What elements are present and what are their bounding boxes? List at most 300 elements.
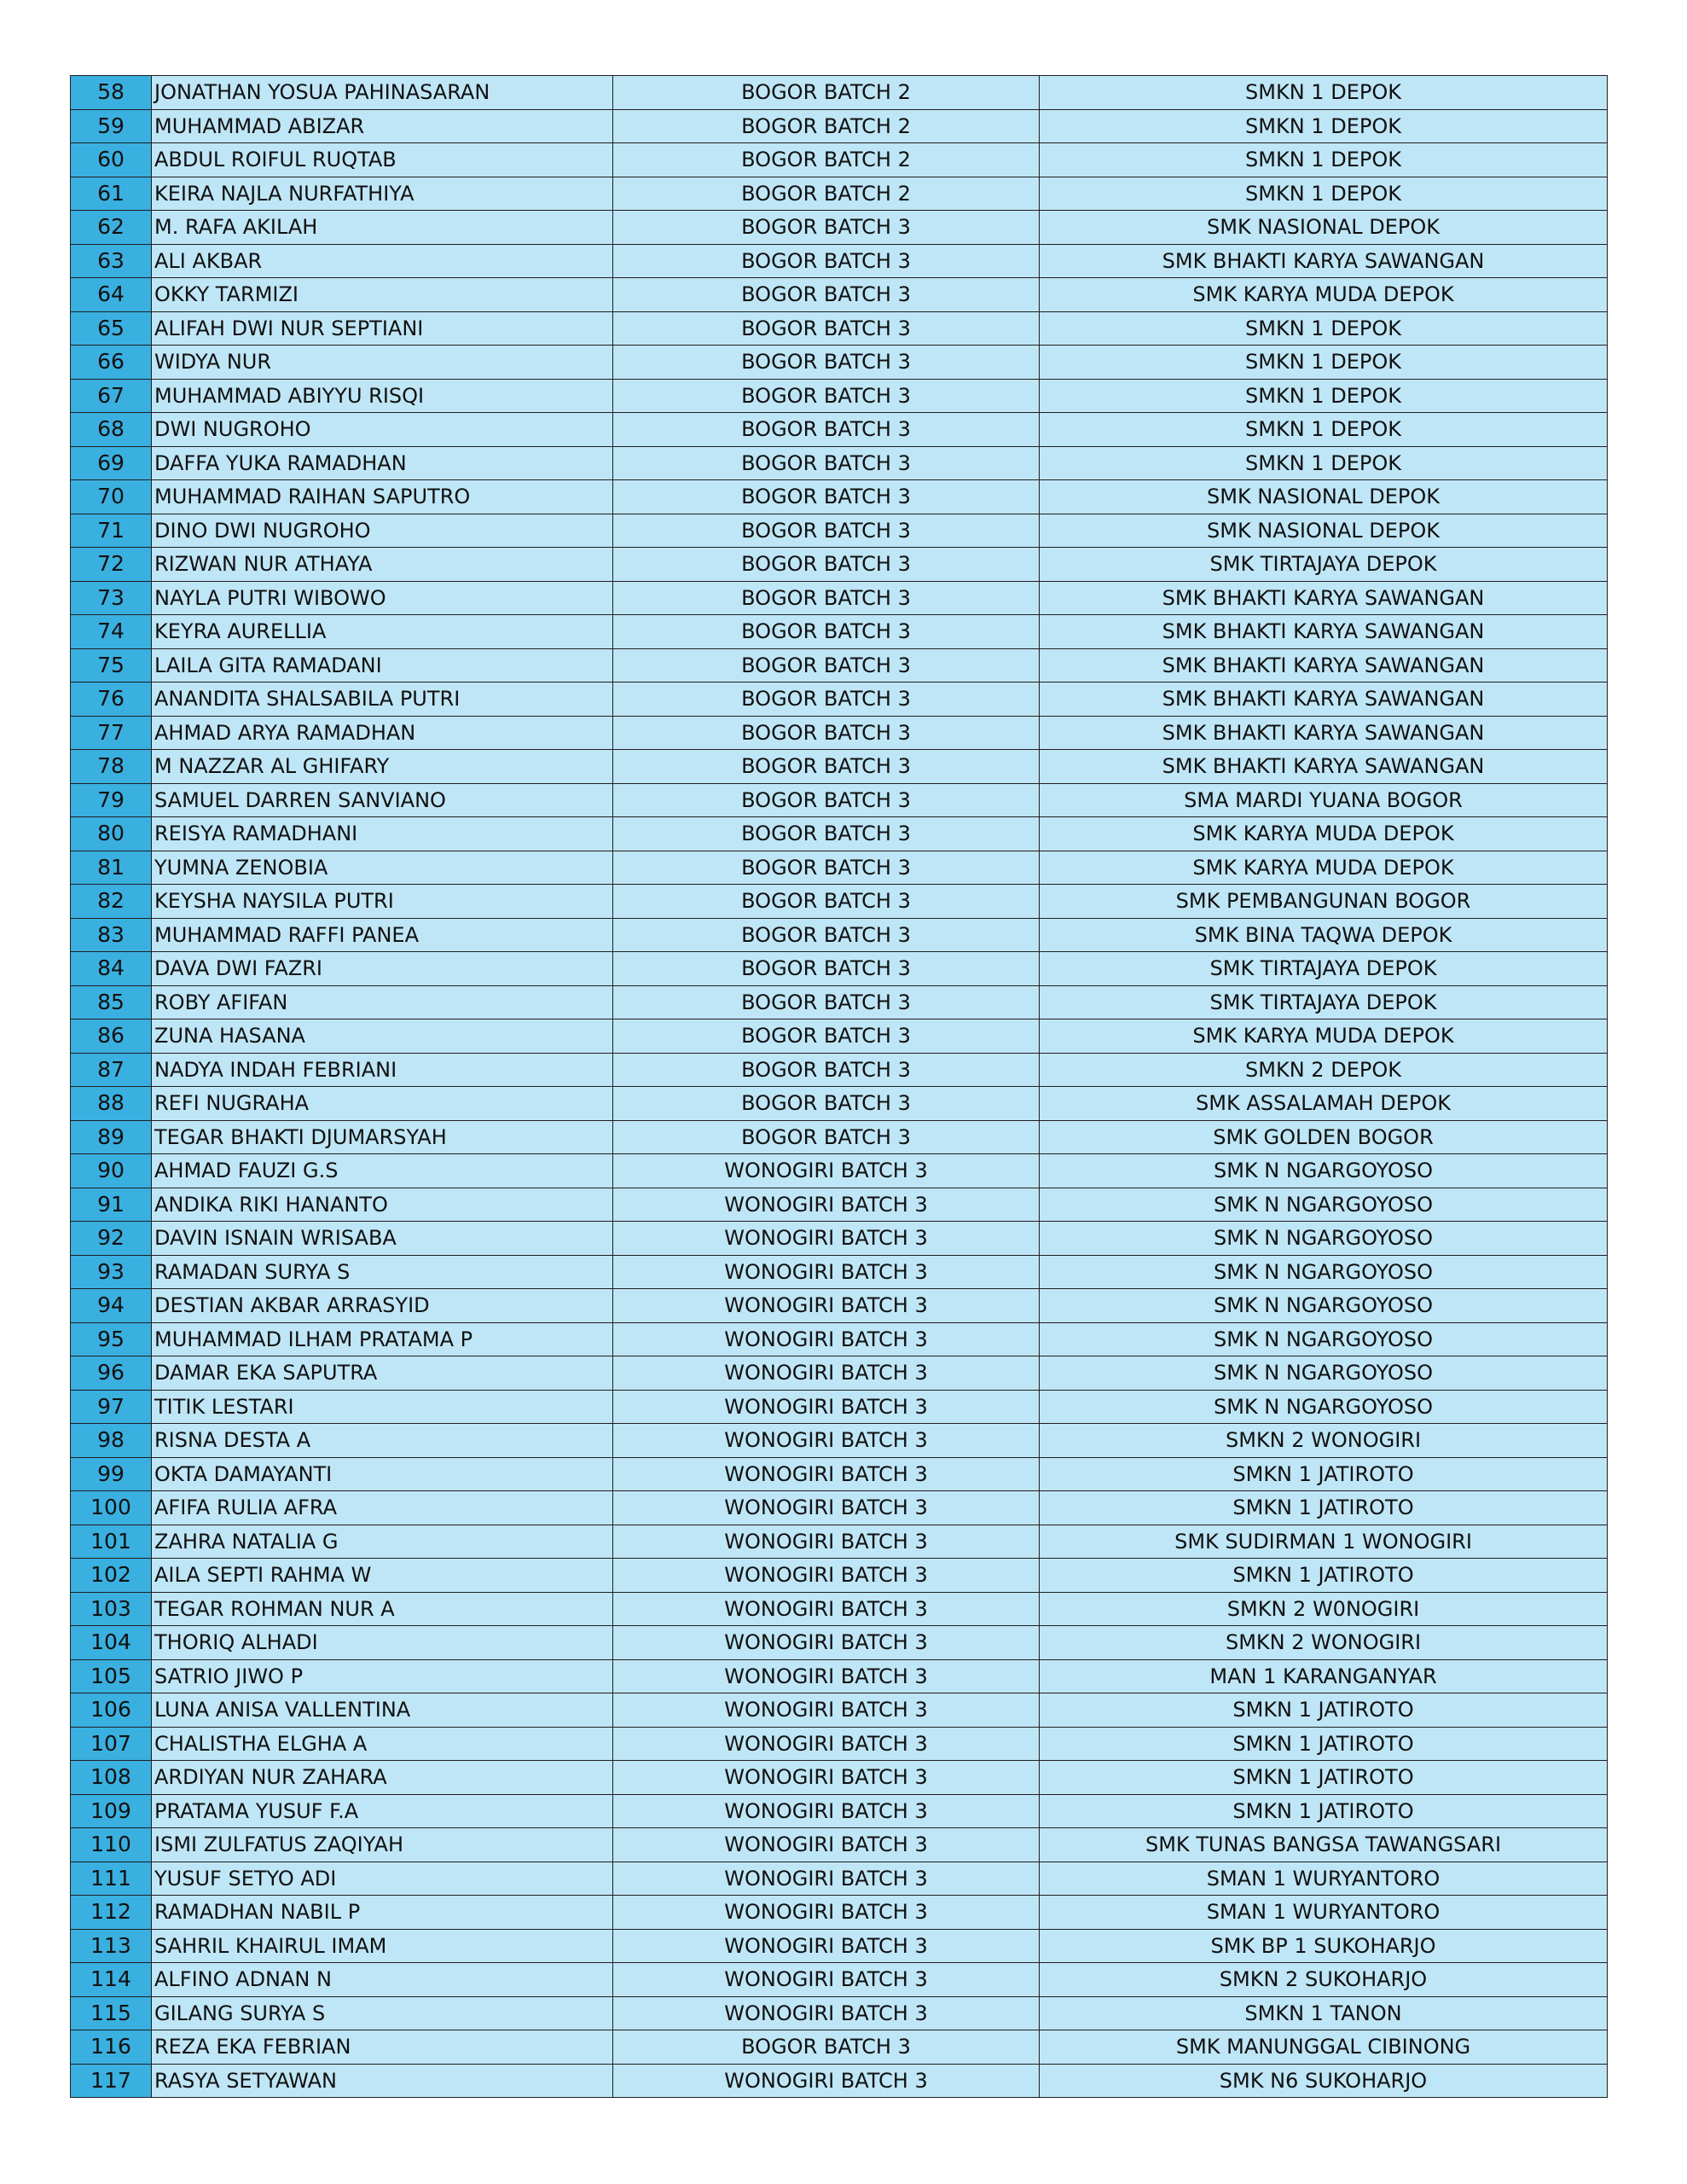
participant-name-cell: M. RAFA AKILAH <box>152 211 613 245</box>
batch-cell: BOGOR BATCH 3 <box>613 346 1040 380</box>
table-row <box>71 1727 1608 1761</box>
table-row <box>71 851 1608 885</box>
row-number-cell: 69 <box>71 446 152 480</box>
participant-name-cell: WIDYA NUR <box>152 346 613 380</box>
row-number-cell: 85 <box>71 985 152 1019</box>
table-row <box>71 885 1608 919</box>
row-number-cell: 114 <box>71 1963 152 1997</box>
school-cell: SMKN 1 DEPOK <box>1040 379 1608 413</box>
participant-name-cell: RAMADAN SURYA S <box>152 1255 613 1289</box>
participant-name-cell: OKTA DAMAYANTI <box>152 1457 613 1491</box>
school-cell: SMK BHAKTI KARYA SAWANGAN <box>1040 581 1608 615</box>
table-row <box>71 1390 1608 1424</box>
batch-cell: WONOGIRI BATCH 3 <box>613 1727 1040 1761</box>
table-row <box>71 1457 1608 1491</box>
row-number-cell: 105 <box>71 1659 152 1693</box>
row-number-cell: 84 <box>71 952 152 986</box>
table-row <box>71 716 1608 750</box>
table-row <box>71 379 1608 413</box>
batch-cell: WONOGIRI BATCH 3 <box>613 1592 1040 1626</box>
school-cell: SMK GOLDEN BOGOR <box>1040 1120 1608 1154</box>
batch-cell: BOGOR BATCH 3 <box>613 311 1040 346</box>
row-number-cell: 78 <box>71 750 152 784</box>
participant-name-cell: OKKY TARMIZI <box>152 278 613 312</box>
row-number-cell: 92 <box>71 1222 152 1256</box>
participant-name-cell: DINO DWI NUGROHO <box>152 514 613 548</box>
row-number-cell: 80 <box>71 817 152 851</box>
school-cell: SMKN 1 TANON <box>1040 1996 1608 2030</box>
batch-cell: WONOGIRI BATCH 3 <box>613 1862 1040 1896</box>
participant-name-cell: ABDUL ROIFUL RUQTAB <box>152 143 613 177</box>
school-cell: SMAN 1 WURYANTORO <box>1040 1896 1608 1930</box>
table-row <box>71 918 1608 952</box>
batch-cell: WONOGIRI BATCH 3 <box>613 1828 1040 1862</box>
table-row <box>71 177 1608 211</box>
table-row <box>71 413 1608 447</box>
batch-cell: WONOGIRI BATCH 3 <box>613 1390 1040 1424</box>
school-cell: SMKN 1 DEPOK <box>1040 346 1608 380</box>
participant-name-cell: KEYSHA NAYSILA PUTRI <box>152 885 613 919</box>
row-number-cell: 89 <box>71 1120 152 1154</box>
row-number-cell: 66 <box>71 346 152 380</box>
participant-name-cell: ISMI ZULFATUS ZAQIYAH <box>152 1828 613 1862</box>
school-cell: SMK BHAKTI KARYA SAWANGAN <box>1040 615 1608 649</box>
participant-name-cell: NAYLA PUTRI WIBOWO <box>152 581 613 615</box>
table-row <box>71 1019 1608 1054</box>
participant-name-cell: CHALISTHA ELGHA A <box>152 1727 613 1761</box>
participant-name-cell: RISNA DESTA A <box>152 1424 613 1458</box>
row-number-cell: 77 <box>71 716 152 750</box>
batch-cell: BOGOR BATCH 3 <box>613 1120 1040 1154</box>
participant-name-cell: ANANDITA SHALSABILA PUTRI <box>152 682 613 717</box>
row-number-cell: 82 <box>71 885 152 919</box>
table-row <box>71 1322 1608 1356</box>
participant-name-cell: ZAHRA NATALIA G <box>152 1525 613 1559</box>
batch-cell: BOGOR BATCH 2 <box>613 109 1040 143</box>
batch-cell: WONOGIRI BATCH 3 <box>613 1356 1040 1391</box>
table-row <box>71 1188 1608 1222</box>
school-cell: SMK N NGARGOYOSO <box>1040 1255 1608 1289</box>
batch-cell: WONOGIRI BATCH 3 <box>613 1761 1040 1795</box>
participant-name-cell: MUHAMMAD RAFFI PANEA <box>152 918 613 952</box>
school-cell: SMK N NGARGOYOSO <box>1040 1356 1608 1391</box>
table-row <box>71 581 1608 615</box>
table-row <box>71 311 1608 346</box>
batch-cell: WONOGIRI BATCH 3 <box>613 1626 1040 1660</box>
table-row <box>71 278 1608 312</box>
participant-name-cell: DAMAR EKA SAPUTRA <box>152 1356 613 1391</box>
table-row <box>71 2030 1608 2065</box>
batch-cell: BOGOR BATCH 3 <box>613 1019 1040 1054</box>
table-row <box>71 1626 1608 1660</box>
row-number-cell: 72 <box>71 548 152 582</box>
row-number-cell: 60 <box>71 143 152 177</box>
row-number-cell: 104 <box>71 1626 152 1660</box>
table-row <box>71 783 1608 817</box>
row-number-cell: 117 <box>71 2064 152 2098</box>
participant-name-cell: REZA EKA FEBRIAN <box>152 2030 613 2065</box>
table-row <box>71 1996 1608 2030</box>
school-cell: SMK N6 SUKOHARJO <box>1040 2064 1608 2098</box>
table-row <box>71 1896 1608 1930</box>
participant-name-cell: NADYA INDAH FEBRIANI <box>152 1053 613 1087</box>
participant-name-cell: ALFINO ADNAN N <box>152 1963 613 1997</box>
table-row <box>71 817 1608 851</box>
batch-cell: BOGOR BATCH 3 <box>613 278 1040 312</box>
table-row <box>71 1828 1608 1862</box>
school-cell: SMK BHAKTI KARYA SAWANGAN <box>1040 750 1608 784</box>
batch-cell: BOGOR BATCH 3 <box>613 682 1040 717</box>
school-cell: SMK N NGARGOYOSO <box>1040 1188 1608 1222</box>
school-cell: SMK BHAKTI KARYA SAWANGAN <box>1040 682 1608 717</box>
batch-cell: WONOGIRI BATCH 3 <box>613 1491 1040 1525</box>
school-cell: SMK BINA TAQWA DEPOK <box>1040 918 1608 952</box>
school-cell: SMKN 1 JATIROTO <box>1040 1727 1608 1761</box>
school-cell: SMK BHAKTI KARYA SAWANGAN <box>1040 648 1608 682</box>
batch-cell: BOGOR BATCH 2 <box>613 143 1040 177</box>
row-number-cell: 103 <box>71 1592 152 1626</box>
participant-name-cell: RIZWAN NUR ATHAYA <box>152 548 613 582</box>
batch-cell: WONOGIRI BATCH 3 <box>613 1289 1040 1323</box>
batch-cell: BOGOR BATCH 3 <box>613 446 1040 480</box>
school-cell: SMK BP 1 SUKOHARJO <box>1040 1929 1608 1963</box>
batch-cell: BOGOR BATCH 3 <box>613 1087 1040 1121</box>
participant-name-cell: DAVIN ISNAIN WRISABA <box>152 1222 613 1256</box>
batch-cell: WONOGIRI BATCH 3 <box>613 1996 1040 2030</box>
table-row <box>71 1525 1608 1559</box>
batch-cell: BOGOR BATCH 3 <box>613 2030 1040 2065</box>
table-row <box>71 1356 1608 1391</box>
table-row <box>71 615 1608 649</box>
batch-cell: BOGOR BATCH 3 <box>613 581 1040 615</box>
row-number-cell: 101 <box>71 1525 152 1559</box>
school-cell: SMK N NGARGOYOSO <box>1040 1390 1608 1424</box>
participant-table-body <box>71 76 1608 2098</box>
row-number-cell: 90 <box>71 1154 152 1188</box>
school-cell: SMK N NGARGOYOSO <box>1040 1154 1608 1188</box>
school-cell: SMK SUDIRMAN 1 WONOGIRI <box>1040 1525 1608 1559</box>
school-cell: SMK N NGARGOYOSO <box>1040 1222 1608 1256</box>
batch-cell: BOGOR BATCH 3 <box>613 885 1040 919</box>
batch-cell: BOGOR BATCH 3 <box>613 379 1040 413</box>
row-number-cell: 62 <box>71 211 152 245</box>
batch-cell: BOGOR BATCH 3 <box>613 817 1040 851</box>
row-number-cell: 79 <box>71 783 152 817</box>
batch-cell: WONOGIRI BATCH 3 <box>613 1659 1040 1693</box>
participant-name-cell: ALI AKBAR <box>152 244 613 278</box>
batch-cell: WONOGIRI BATCH 3 <box>613 1154 1040 1188</box>
school-cell: SMK TIRTAJAYA DEPOK <box>1040 548 1608 582</box>
table-row <box>71 1559 1608 1593</box>
participant-name-cell: AFIFA RULIA AFRA <box>152 1491 613 1525</box>
school-cell: SMK TIRTAJAYA DEPOK <box>1040 985 1608 1019</box>
school-cell: SMKN 2 DEPOK <box>1040 1053 1608 1087</box>
participant-name-cell: LUNA ANISA VALLENTINA <box>152 1693 613 1728</box>
batch-cell: BOGOR BATCH 3 <box>613 952 1040 986</box>
row-number-cell: 59 <box>71 109 152 143</box>
batch-cell: BOGOR BATCH 3 <box>613 648 1040 682</box>
table-row <box>71 76 1608 110</box>
row-number-cell: 63 <box>71 244 152 278</box>
participant-name-cell: DAVA DWI FAZRI <box>152 952 613 986</box>
table-row <box>71 548 1608 582</box>
row-number-cell: 109 <box>71 1794 152 1828</box>
participant-name-cell: MUHAMMAD ABIYYU RISQI <box>152 379 613 413</box>
participant-name-cell: MUHAMMAD ILHAM PRATAMA P <box>152 1322 613 1356</box>
school-cell: SMK TIRTAJAYA DEPOK <box>1040 952 1608 986</box>
batch-cell: WONOGIRI BATCH 3 <box>613 2064 1040 2098</box>
batch-cell: WONOGIRI BATCH 3 <box>613 1255 1040 1289</box>
school-cell: SMKN 1 DEPOK <box>1040 177 1608 211</box>
table-row <box>71 109 1608 143</box>
participant-name-cell: TEGAR ROHMAN NUR A <box>152 1592 613 1626</box>
table-row <box>71 1491 1608 1525</box>
school-cell: SMK MANUNGGAL CIBINONG <box>1040 2030 1608 2065</box>
participant-name-cell: MUHAMMAD ABIZAR <box>152 109 613 143</box>
school-cell: SMKN 1 JATIROTO <box>1040 1491 1608 1525</box>
table-row <box>71 1087 1608 1121</box>
school-cell: SMA MARDI YUANA BOGOR <box>1040 783 1608 817</box>
batch-cell: BOGOR BATCH 3 <box>613 548 1040 582</box>
batch-cell: BOGOR BATCH 3 <box>613 851 1040 885</box>
row-number-cell: 87 <box>71 1053 152 1087</box>
table-row <box>71 1929 1608 1963</box>
batch-cell: WONOGIRI BATCH 3 <box>613 1525 1040 1559</box>
batch-cell: BOGOR BATCH 2 <box>613 76 1040 110</box>
participant-name-cell: RASYA SETYAWAN <box>152 2064 613 2098</box>
row-number-cell: 95 <box>71 1322 152 1356</box>
batch-cell: BOGOR BATCH 3 <box>613 918 1040 952</box>
participant-name-cell: AILA SEPTI RAHMA W <box>152 1559 613 1593</box>
school-cell: SMK NASIONAL DEPOK <box>1040 514 1608 548</box>
participant-name-cell: DWI NUGROHO <box>152 413 613 447</box>
batch-cell: BOGOR BATCH 3 <box>613 783 1040 817</box>
participant-name-cell: DESTIAN AKBAR ARRASYID <box>152 1289 613 1323</box>
batch-cell: WONOGIRI BATCH 3 <box>613 1188 1040 1222</box>
batch-cell: WONOGIRI BATCH 3 <box>613 1424 1040 1458</box>
batch-cell: BOGOR BATCH 2 <box>613 177 1040 211</box>
school-cell: SMK KARYA MUDA DEPOK <box>1040 278 1608 312</box>
school-cell: SMK ASSALAMAH DEPOK <box>1040 1087 1608 1121</box>
table-row <box>71 143 1608 177</box>
row-number-cell: 115 <box>71 1996 152 2030</box>
participant-table <box>70 75 1608 2098</box>
school-cell: SMKN 1 JATIROTO <box>1040 1457 1608 1491</box>
table-row <box>71 480 1608 514</box>
batch-cell: WONOGIRI BATCH 3 <box>613 1896 1040 1930</box>
table-row <box>71 1862 1608 1896</box>
table-row <box>71 1592 1608 1626</box>
table-row <box>71 1120 1608 1154</box>
row-number-cell: 65 <box>71 311 152 346</box>
row-number-cell: 94 <box>71 1289 152 1323</box>
row-number-cell: 100 <box>71 1491 152 1525</box>
row-number-cell: 112 <box>71 1896 152 1930</box>
row-number-cell: 67 <box>71 379 152 413</box>
participant-name-cell: TITIK LESTARI <box>152 1390 613 1424</box>
table-row <box>71 1963 1608 1997</box>
table-row <box>71 1659 1608 1693</box>
school-cell: SMKN 1 DEPOK <box>1040 143 1608 177</box>
participant-name-cell: YUSUF SETYO ADI <box>152 1862 613 1896</box>
row-number-cell: 91 <box>71 1188 152 1222</box>
table-row <box>71 1255 1608 1289</box>
school-cell: SMKN 1 DEPOK <box>1040 109 1608 143</box>
batch-cell: BOGOR BATCH 3 <box>613 514 1040 548</box>
row-number-cell: 88 <box>71 1087 152 1121</box>
table-row <box>71 514 1608 548</box>
row-number-cell: 75 <box>71 648 152 682</box>
row-number-cell: 99 <box>71 1457 152 1491</box>
participant-name-cell: SAHRIL KHAIRUL IMAM <box>152 1929 613 1963</box>
school-cell: SMKN 1 JATIROTO <box>1040 1559 1608 1593</box>
school-cell: SMK N NGARGOYOSO <box>1040 1322 1608 1356</box>
row-number-cell: 61 <box>71 177 152 211</box>
participant-name-cell: ZUNA HASANA <box>152 1019 613 1054</box>
school-cell: SMKN 2 WONOGIRI <box>1040 1424 1608 1458</box>
table-row <box>71 346 1608 380</box>
school-cell: SMK KARYA MUDA DEPOK <box>1040 1019 1608 1054</box>
row-number-cell: 70 <box>71 480 152 514</box>
participant-name-cell: SATRIO JIWO P <box>152 1659 613 1693</box>
batch-cell: BOGOR BATCH 3 <box>613 1053 1040 1087</box>
participant-name-cell: RAMADHAN NABIL P <box>152 1896 613 1930</box>
batch-cell: WONOGIRI BATCH 3 <box>613 1963 1040 1997</box>
row-number-cell: 93 <box>71 1255 152 1289</box>
table-row <box>71 1154 1608 1188</box>
school-cell: SMK TUNAS BANGSA TAWANGSARI <box>1040 1828 1608 1862</box>
row-number-cell: 98 <box>71 1424 152 1458</box>
row-number-cell: 74 <box>71 615 152 649</box>
table-row <box>71 1053 1608 1087</box>
school-cell: SMKN 1 JATIROTO <box>1040 1794 1608 1828</box>
batch-cell: WONOGIRI BATCH 3 <box>613 1559 1040 1593</box>
school-cell: SMKN 1 DEPOK <box>1040 413 1608 447</box>
school-cell: SMKN 2 WONOGIRI <box>1040 1626 1608 1660</box>
table-row <box>71 2064 1608 2098</box>
batch-cell: BOGOR BATCH 3 <box>613 716 1040 750</box>
participant-name-cell: KEYRA AURELLIA <box>152 615 613 649</box>
table-row <box>71 1222 1608 1256</box>
batch-cell: WONOGIRI BATCH 3 <box>613 1322 1040 1356</box>
batch-cell: WONOGIRI BATCH 3 <box>613 1693 1040 1728</box>
school-cell: SMK BHAKTI KARYA SAWANGAN <box>1040 716 1608 750</box>
school-cell: SMKN 1 DEPOK <box>1040 446 1608 480</box>
batch-cell: BOGOR BATCH 3 <box>613 211 1040 245</box>
school-cell: SMK BHAKTI KARYA SAWANGAN <box>1040 244 1608 278</box>
row-number-cell: 86 <box>71 1019 152 1054</box>
participant-name-cell: PRATAMA YUSUF F.A <box>152 1794 613 1828</box>
school-cell: SMK KARYA MUDA DEPOK <box>1040 851 1608 885</box>
table-row <box>71 244 1608 278</box>
school-cell: SMKN 1 JATIROTO <box>1040 1693 1608 1728</box>
table-row <box>71 1761 1608 1795</box>
participant-name-cell: GILANG SURYA S <box>152 1996 613 2030</box>
school-cell: MAN 1 KARANGANYAR <box>1040 1659 1608 1693</box>
batch-cell: WONOGIRI BATCH 3 <box>613 1457 1040 1491</box>
participant-name-cell: AHMAD FAUZI G.S <box>152 1154 613 1188</box>
participant-name-cell: KEIRA NAJLA NURFATHIYA <box>152 177 613 211</box>
participant-name-cell: ARDIYAN NUR ZAHARA <box>152 1761 613 1795</box>
school-cell: SMKN 1 JATIROTO <box>1040 1761 1608 1795</box>
row-number-cell: 83 <box>71 918 152 952</box>
row-number-cell: 108 <box>71 1761 152 1795</box>
row-number-cell: 102 <box>71 1559 152 1593</box>
row-number-cell: 113 <box>71 1929 152 1963</box>
batch-cell: BOGOR BATCH 3 <box>613 413 1040 447</box>
school-cell: SMK N NGARGOYOSO <box>1040 1289 1608 1323</box>
table-row <box>71 648 1608 682</box>
participant-name-cell: THORIQ ALHADI <box>152 1626 613 1660</box>
batch-cell: WONOGIRI BATCH 3 <box>613 1929 1040 1963</box>
school-cell: SMAN 1 WURYANTORO <box>1040 1862 1608 1896</box>
school-cell: SMK NASIONAL DEPOK <box>1040 211 1608 245</box>
participant-name-cell: YUMNA ZENOBIA <box>152 851 613 885</box>
table-row <box>71 750 1608 784</box>
school-cell: SMKN 2 W0NOGIRI <box>1040 1592 1608 1626</box>
participant-name-cell: TEGAR BHAKTI DJUMARSYAH <box>152 1120 613 1154</box>
row-number-cell: 81 <box>71 851 152 885</box>
table-row <box>71 1794 1608 1828</box>
batch-cell: BOGOR BATCH 3 <box>613 985 1040 1019</box>
batch-cell: WONOGIRI BATCH 3 <box>613 1222 1040 1256</box>
row-number-cell: 116 <box>71 2030 152 2065</box>
school-cell: SMKN 1 DEPOK <box>1040 311 1608 346</box>
participant-name-cell: ANDIKA RIKI HANANTO <box>152 1188 613 1222</box>
batch-cell: BOGOR BATCH 3 <box>613 750 1040 784</box>
participant-name-cell: AHMAD ARYA RAMADHAN <box>152 716 613 750</box>
school-cell: SMK NASIONAL DEPOK <box>1040 480 1608 514</box>
batch-cell: BOGOR BATCH 3 <box>613 615 1040 649</box>
table-row <box>71 211 1608 245</box>
table-row <box>71 1424 1608 1458</box>
row-number-cell: 64 <box>71 278 152 312</box>
row-number-cell: 73 <box>71 581 152 615</box>
participant-name-cell: ROBY AFIFAN <box>152 985 613 1019</box>
participant-name-cell: M NAZZAR AL GHIFARY <box>152 750 613 784</box>
table-row <box>71 985 1608 1019</box>
table-row <box>71 952 1608 986</box>
row-number-cell: 107 <box>71 1727 152 1761</box>
row-number-cell: 76 <box>71 682 152 717</box>
batch-cell: BOGOR BATCH 3 <box>613 244 1040 278</box>
batch-cell: WONOGIRI BATCH 3 <box>613 1794 1040 1828</box>
school-cell: SMKN 1 DEPOK <box>1040 76 1608 110</box>
participant-name-cell: DAFFA YUKA RAMADHAN <box>152 446 613 480</box>
participant-name-cell: SAMUEL DARREN SANVIANO <box>152 783 613 817</box>
participant-name-cell: REFI NUGRAHA <box>152 1087 613 1121</box>
row-number-cell: 58 <box>71 76 152 110</box>
row-number-cell: 68 <box>71 413 152 447</box>
participant-name-cell: MUHAMMAD RAIHAN SAPUTRO <box>152 480 613 514</box>
participant-name-cell: REISYA RAMADHANI <box>152 817 613 851</box>
participant-name-cell: ALIFAH DWI NUR SEPTIANI <box>152 311 613 346</box>
row-number-cell: 96 <box>71 1356 152 1391</box>
batch-cell: BOGOR BATCH 3 <box>613 480 1040 514</box>
row-number-cell: 106 <box>71 1693 152 1728</box>
row-number-cell: 110 <box>71 1828 152 1862</box>
row-number-cell: 97 <box>71 1390 152 1424</box>
school-cell: SMK KARYA MUDA DEPOK <box>1040 817 1608 851</box>
table-row <box>71 682 1608 717</box>
row-number-cell: 111 <box>71 1862 152 1896</box>
school-cell: SMKN 2 SUKOHARJO <box>1040 1963 1608 1997</box>
participant-name-cell: LAILA GITA RAMADANI <box>152 648 613 682</box>
table-row <box>71 1693 1608 1728</box>
participant-name-cell: JONATHAN YOSUA PAHINASARAN <box>152 76 613 110</box>
table-row <box>71 446 1608 480</box>
row-number-cell: 71 <box>71 514 152 548</box>
